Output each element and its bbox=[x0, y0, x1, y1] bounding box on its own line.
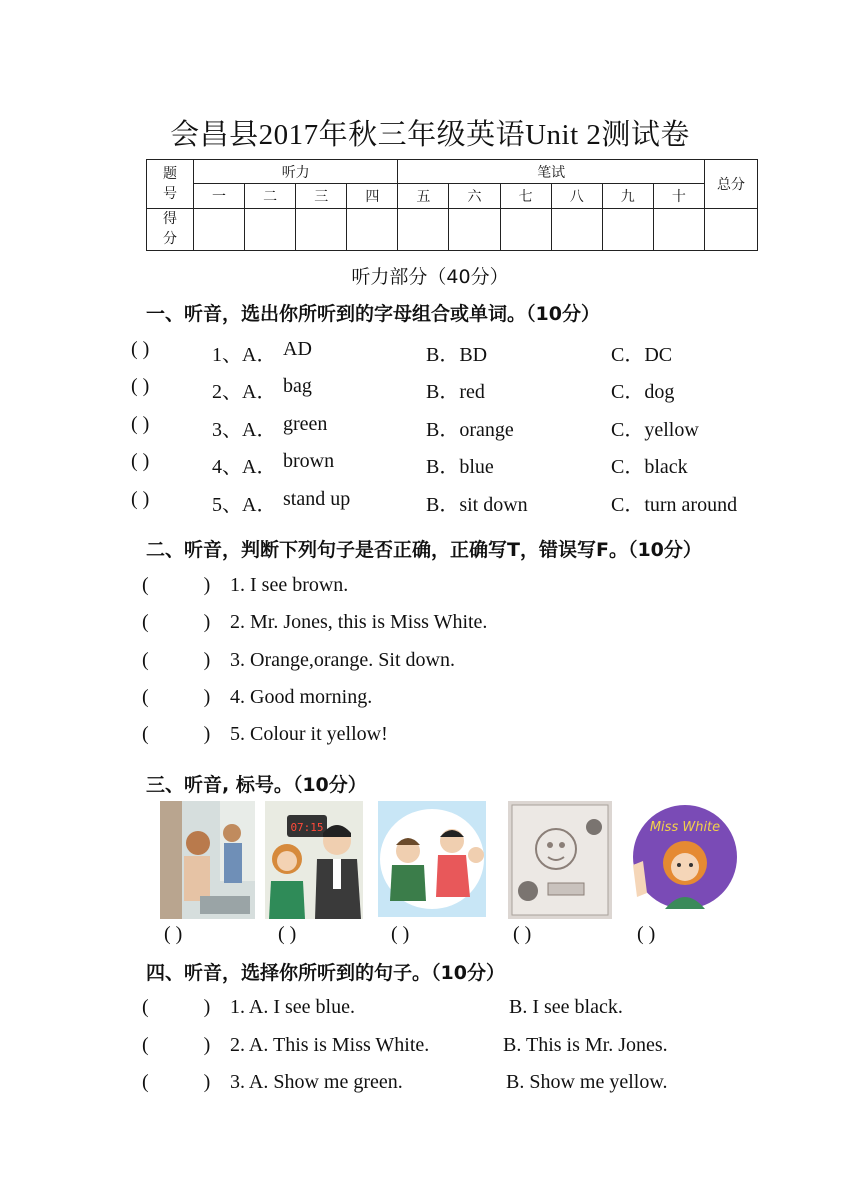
option-a: AD bbox=[283, 338, 312, 360]
option-b: B．red bbox=[426, 381, 485, 403]
answer-paren[interactable]: ( ) bbox=[278, 923, 297, 945]
col-header: 九 bbox=[602, 184, 653, 208]
written-group-header: 笔试 bbox=[398, 160, 705, 184]
score-cell[interactable] bbox=[705, 208, 758, 250]
picture-clock-greeting bbox=[265, 801, 363, 919]
answer-paren[interactable]: ( ) bbox=[637, 923, 656, 945]
col-header: 八 bbox=[551, 184, 602, 208]
section2-heading: 二、听音，判断下列句子是否正确，正确写T，错误写F。（10分） bbox=[146, 539, 702, 561]
score-cell[interactable] bbox=[500, 208, 551, 250]
col-header: 五 bbox=[398, 184, 449, 208]
col-header: 七 bbox=[500, 184, 551, 208]
answer-paren[interactable]: ( ) bbox=[142, 574, 211, 596]
option-a: stand up bbox=[283, 488, 351, 510]
option-c: C．dog bbox=[611, 381, 675, 403]
statement: 3. Orange,orange. Sit down. bbox=[230, 649, 455, 671]
item-number-label: 题号 bbox=[147, 160, 194, 209]
option-a: 3. A. Show me green. bbox=[230, 1071, 403, 1093]
option-a: bag bbox=[283, 375, 312, 397]
listening-group-header: 听力 bbox=[194, 160, 398, 184]
answer-paren[interactable]: ( ) bbox=[142, 611, 211, 633]
item-number: 5、A． bbox=[212, 494, 277, 516]
answer-paren[interactable]: ( ) bbox=[391, 923, 410, 945]
answer-paren[interactable]: ( ) bbox=[131, 488, 150, 510]
option-c: C．yellow bbox=[611, 419, 699, 441]
score-cell[interactable] bbox=[296, 208, 347, 250]
page-title: 会昌县2017年秋三年级英语Unit 2测试卷 bbox=[170, 119, 690, 151]
item-number: 2、A． bbox=[212, 381, 277, 403]
option-b: B．sit down bbox=[426, 494, 528, 516]
option-b: B．BD bbox=[426, 344, 488, 366]
option-a: green bbox=[283, 413, 328, 435]
section1-heading: 一、听音，选出你所听到的字母组合或单词。（10分） bbox=[146, 303, 600, 325]
score-cell[interactable] bbox=[194, 208, 245, 250]
answer-paren[interactable]: ( ) bbox=[513, 923, 532, 945]
answer-paren[interactable]: ( ) bbox=[142, 649, 211, 671]
option-c: C．DC bbox=[611, 344, 673, 366]
option-c: C．turn around bbox=[611, 494, 738, 516]
score-cell[interactable] bbox=[602, 208, 653, 250]
section4-heading: 四、听音，选择你所听到的句子。（10分） bbox=[146, 962, 505, 984]
col-header: 十 bbox=[653, 184, 704, 208]
score-cell[interactable] bbox=[653, 208, 704, 250]
item-number: 3、A． bbox=[212, 419, 277, 441]
statement: 2. Mr. Jones, this is Miss White. bbox=[230, 611, 488, 633]
option-b: B. This is Mr. Jones. bbox=[503, 1034, 668, 1056]
answer-paren[interactable]: ( ) bbox=[131, 450, 150, 472]
item-number: 1、A． bbox=[212, 344, 277, 366]
listening-section-header: 听力部分（40分） bbox=[351, 266, 509, 288]
statement: 1. I see brown. bbox=[230, 574, 349, 596]
statement: 4. Good morning. bbox=[230, 686, 373, 708]
statement: 5. Colour it yellow! bbox=[230, 723, 388, 745]
option-b: B．orange bbox=[426, 419, 514, 441]
score-cell[interactable] bbox=[398, 208, 449, 250]
score-row-label: 得分 bbox=[147, 208, 194, 250]
score-cell[interactable] bbox=[347, 208, 398, 250]
picture-classroom bbox=[160, 801, 255, 919]
score-cell[interactable] bbox=[245, 208, 296, 250]
answer-paren[interactable]: ( ) bbox=[131, 375, 150, 397]
col-header: 一 bbox=[194, 184, 245, 208]
clock-text: 07:15 bbox=[290, 821, 324, 834]
score-cell[interactable] bbox=[551, 208, 602, 250]
option-a: 2. A. This is Miss White. bbox=[230, 1034, 430, 1056]
answer-paren[interactable]: ( ) bbox=[131, 413, 150, 435]
option-a: 1. A. I see blue. bbox=[230, 996, 355, 1018]
total-header: 总分 bbox=[705, 160, 758, 209]
option-c: C．black bbox=[611, 456, 688, 478]
picture-row bbox=[0, 801, 860, 921]
answer-paren[interactable]: ( ) bbox=[142, 686, 211, 708]
answer-paren[interactable]: ( ) bbox=[131, 338, 150, 360]
answer-paren[interactable]: ( ) bbox=[142, 996, 211, 1018]
score-table bbox=[146, 159, 758, 251]
answer-paren[interactable]: ( ) bbox=[164, 923, 183, 945]
answer-paren[interactable]: ( ) bbox=[142, 723, 211, 745]
option-b: B. Show me yellow. bbox=[506, 1071, 668, 1093]
item-number: 4、A． bbox=[212, 456, 277, 478]
section3-heading: 三、听音, 标号。（10分） bbox=[146, 774, 367, 796]
option-b: B. I see black. bbox=[509, 996, 623, 1018]
answer-paren[interactable]: ( ) bbox=[142, 1034, 211, 1056]
option-b: B．blue bbox=[426, 456, 494, 478]
picture-drawing bbox=[508, 801, 612, 919]
col-header: 三 bbox=[296, 184, 347, 208]
picture-kids-waving bbox=[378, 801, 486, 917]
col-header: 六 bbox=[449, 184, 500, 208]
col-header: 四 bbox=[347, 184, 398, 208]
badge-text: Miss White bbox=[649, 820, 721, 835]
score-cell[interactable] bbox=[449, 208, 500, 250]
col-header: 二 bbox=[245, 184, 296, 208]
answer-paren[interactable]: ( ) bbox=[142, 1071, 211, 1093]
picture-miss-white bbox=[627, 801, 739, 913]
option-a: brown bbox=[283, 450, 335, 472]
